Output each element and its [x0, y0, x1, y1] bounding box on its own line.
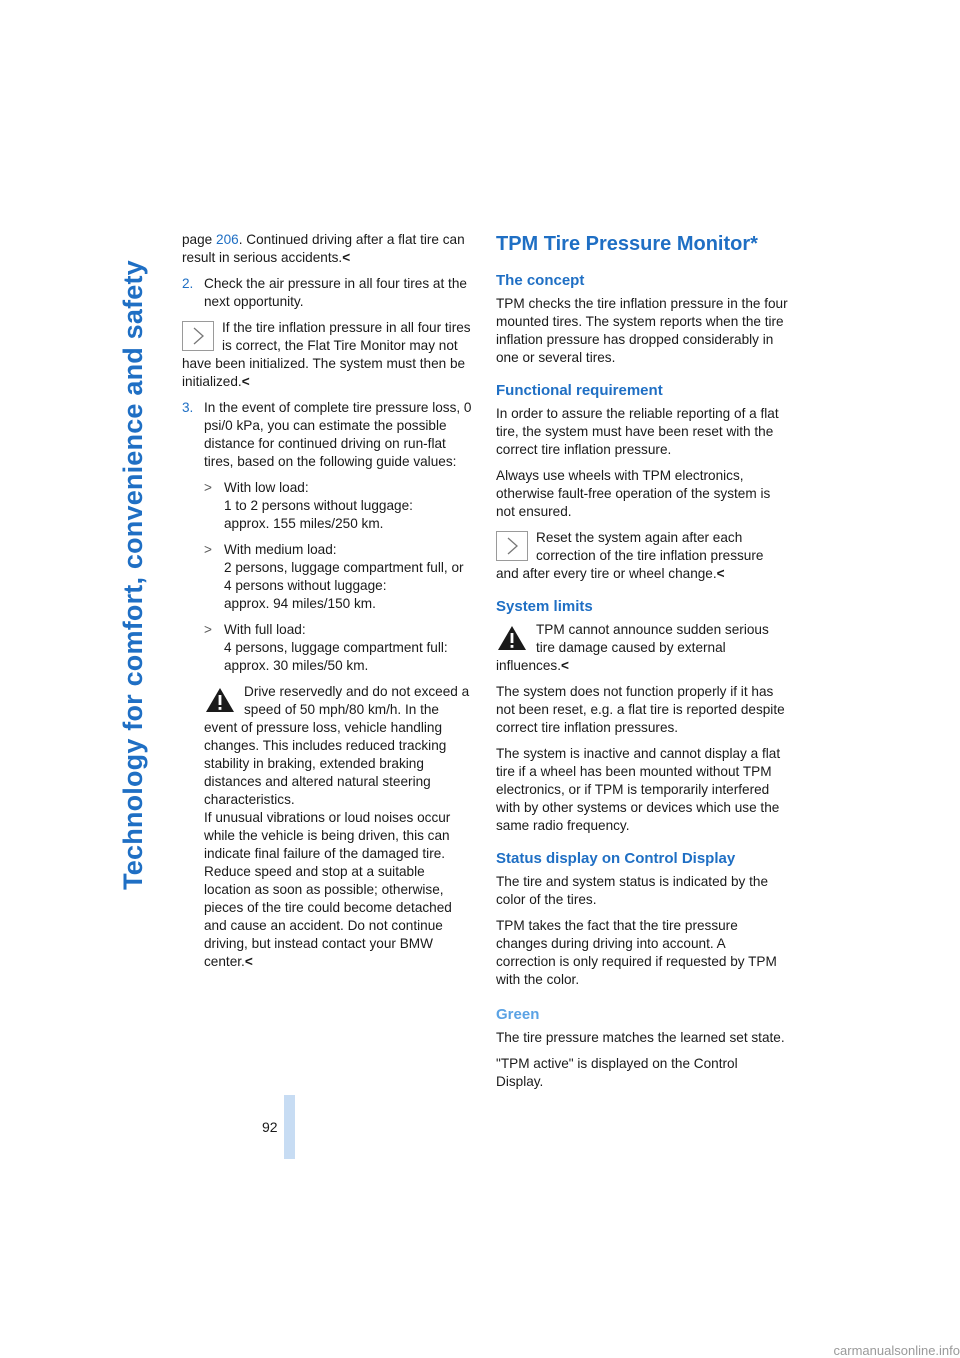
list-number: 2. — [182, 276, 194, 291]
note-text: Reset the system again after each correction of the tire inflation pressure and after every tire or wheel change. — [496, 530, 764, 581]
bullet-line: approx. 155 miles/250 km. — [224, 516, 384, 531]
note-arrow-icon — [182, 321, 214, 351]
list-item-2 — [182, 275, 472, 311]
bullet-mark: > — [204, 622, 212, 637]
concept-text: TPM checks the tire inflation pressure in the four mounted tires. The system reports when the tire inflation pressure has dropped considerably in one or several tires. — [496, 296, 788, 365]
continued-prefix: page — [182, 232, 217, 247]
status-text-2: TPM takes the fact that the tire pressure changes during driving into account. A correction is only required if requested by TPM with the color. — [496, 918, 777, 987]
heading-system-limits: System limits — [496, 598, 593, 615]
warning-triangle-icon — [204, 685, 236, 715]
bullet-heading: With low load: — [224, 480, 309, 495]
warning-text: TPM cannot announce sudden serious tire damage caused by external influences. — [496, 622, 769, 673]
continued-text — [182, 231, 472, 267]
heading-concept: The concept — [496, 272, 585, 289]
bullet-medium-load — [204, 541, 472, 613]
end-mark: < — [561, 658, 569, 673]
list-number: 3. — [182, 400, 194, 415]
warning-block — [204, 683, 472, 971]
section-title: TPM Tire Pressure Monitor* — [496, 233, 758, 255]
list-item-text: Check the air pressure in all four tires at the next opportunity. — [204, 276, 467, 309]
list-item-text: In the event of complete tire pressure loss, 0 psi/0 kPa, you can estimate the possible distance for continued driving on run-flat tires, based on the following guide values: — [204, 400, 472, 469]
end-mark: < — [244, 954, 253, 969]
list-item-3 — [182, 399, 472, 675]
note-arrow-icon — [496, 531, 528, 561]
bullet-heading: With medium load: — [224, 542, 337, 557]
sidebar-chapter-title — [113, 232, 153, 917]
bullet-line: 2 persons, luggage compartment full, or 4 persons without luggage: — [224, 560, 464, 593]
end-mark: < — [342, 250, 351, 265]
functional-text-1: In order to assure the reliable reporting of a flat tire, the system must have been reset with the correct tire inflation pressure. — [496, 406, 779, 457]
bullet-full-load — [204, 621, 472, 675]
end-mark: < — [241, 374, 250, 389]
heading-green: Green — [496, 1006, 540, 1023]
warning-text-2: If unusual vibrations or loud noises occur while the vehicle is being driven, this can indicate final failure of the damaged tire. Reduce speed and stop at a suitable location as soon as possible; otherwise, pieces of the tire could become detached and cause an accident. Do not continue driving, but instead contact your BMW center. — [204, 810, 452, 969]
bullet-line: 4 persons, luggage compartment full: — [224, 640, 448, 655]
warning-triangle-icon — [496, 623, 528, 653]
warning-text: Drive reservedly and do not exceed a speed of 50 mph/80 km/h. In the event of pressure loss, vehicle handling changes. This includes reduced tracking stability in braking, extended braking distances and altered natural steering characteristics. — [204, 684, 470, 807]
green-text-1: The tire pressure matches the learned set state. — [496, 1030, 785, 1045]
bullet-low-load — [204, 479, 472, 533]
note-text: If the tire inflation pressure in all four tires is correct, the Flat Tire Monitor may not have been initialized. The system must then be initialized. — [182, 320, 471, 389]
left-column — [182, 231, 472, 979]
bullet-line: approx. 30 miles/50 km. — [224, 658, 369, 673]
page-marker-bar — [284, 1095, 295, 1159]
bullet-mark: > — [204, 480, 212, 495]
bullet-mark: > — [204, 542, 212, 557]
page-number: 92 — [262, 1119, 278, 1135]
page-reference-link[interactable]: 206 — [216, 232, 239, 247]
bullet-line: 1 to 2 persons without luggage: — [224, 498, 413, 513]
warning-block — [496, 621, 788, 675]
limits-text-1: The system does not function properly if it has not been reset, e.g. a flat tire is reported despite correct tire inflation pressures. — [496, 684, 785, 735]
right-column — [496, 231, 788, 1099]
bullet-heading: With full load: — [224, 622, 306, 637]
heading-status-display: Status display on Control Display — [496, 850, 736, 867]
watermark: carmanualsonline.info — [833, 1343, 960, 1358]
status-text-1: The tire and system status is indicated by the color of the tires. — [496, 874, 769, 907]
limits-text-2: The system is inactive and cannot display a flat tire if a wheel has been mounted without TPM electronics, or if TPM is temporarily interfered with by other systems or devices which use the same radio frequency. — [496, 746, 781, 833]
note-block — [496, 529, 788, 583]
continued-suffix: . Continued driving after a flat tire can result in serious accidents. — [182, 232, 465, 265]
bullet-line: approx. 94 miles/150 km. — [224, 596, 376, 611]
green-text-2: "TPM active" is displayed on the Control Display. — [496, 1056, 738, 1089]
chapter-title-text: Technology for comfort, convenience and safety — [118, 259, 148, 890]
end-mark: < — [716, 566, 725, 581]
note-block — [182, 319, 472, 391]
functional-text-2: Always use wheels with TPM electronics, otherwise fault-free operation of the system is not ensured. — [496, 468, 771, 519]
heading-functional-requirement: Functional requirement — [496, 382, 663, 399]
